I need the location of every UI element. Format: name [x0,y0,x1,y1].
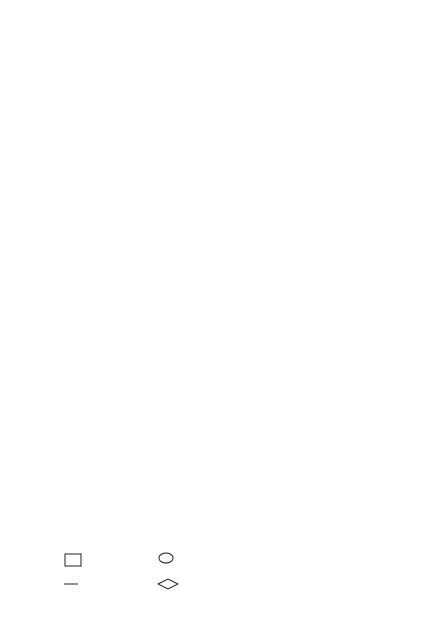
diamond-symbol [157,578,179,590]
page-header [38,26,106,35]
rectangle-symbol [64,553,82,567]
line-symbol [63,580,79,588]
ellipse-symbol [158,552,174,564]
